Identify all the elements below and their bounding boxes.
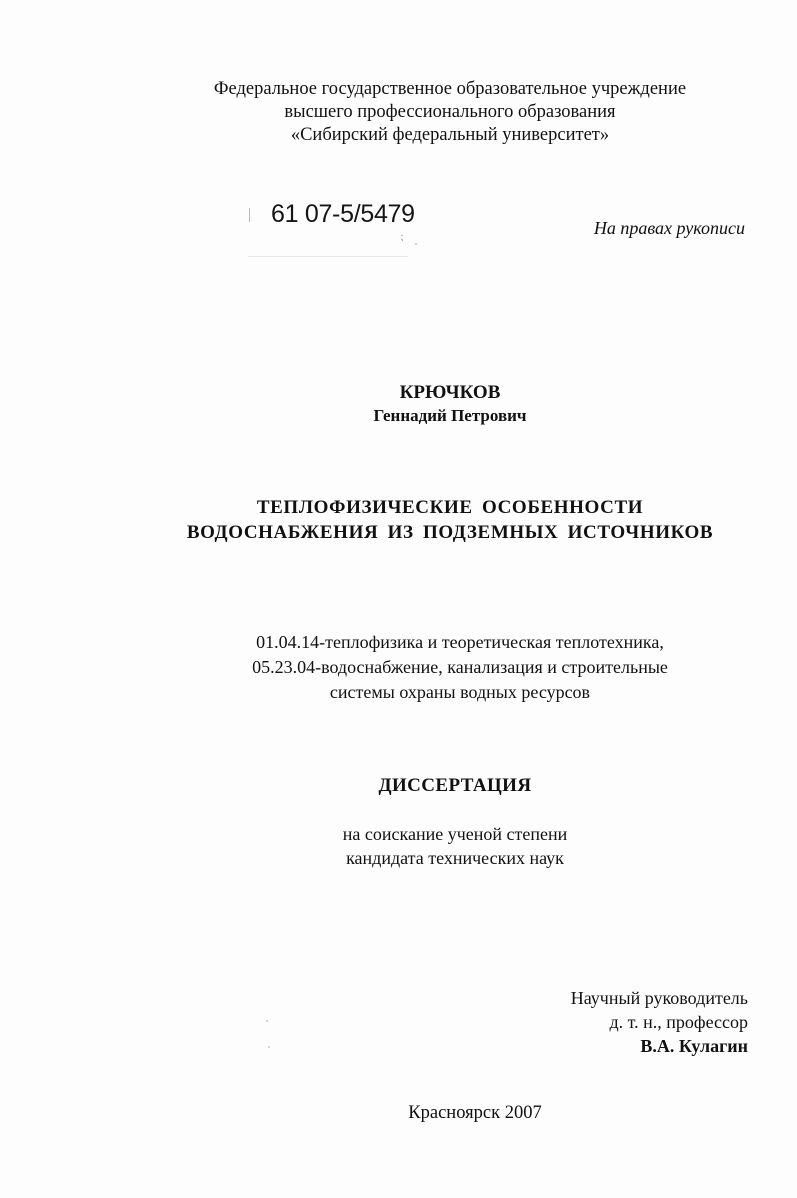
thesis-title <box>100 495 797 545</box>
degree-line-1: на соискание ученой степени <box>342 824 568 844</box>
degree-info <box>150 822 760 870</box>
scan-speck <box>268 1046 270 1048</box>
document-type: ДИССЕРТАЦИЯ <box>378 775 532 796</box>
supervisor-block <box>571 986 748 1058</box>
title-line-1: ТЕПЛОФИЗИЧЕСКИЕ ОСОБЕННОСТИ <box>256 497 644 518</box>
supervisor-name: В.А. Кулагин <box>640 1036 748 1056</box>
specialty-line-2: 05.23.04-водоснабжение, канализация и строительные <box>252 657 668 677</box>
author-name: Геннадий Петрович <box>373 406 527 425</box>
library-code: 61 07-5/5479 <box>271 200 415 228</box>
supervisor-role: Научный руководитель <box>570 988 748 1008</box>
specialty-line-1: 01.04.14-теплофизика и теоретическая теплотехника, <box>256 632 664 652</box>
institution-line-3: «Сибирский федеральный университет» <box>290 125 610 145</box>
rights-note: На правах рукописи <box>593 218 745 238</box>
scan-speck <box>415 243 417 245</box>
stamp-mark <box>249 208 250 222</box>
supervisor-rank: д. т. н., профессор <box>609 1012 748 1032</box>
institution-header <box>150 78 750 147</box>
institution-line-2: высшего профессионального образования <box>284 102 616 122</box>
scan-speck <box>266 1020 268 1022</box>
degree-line-2: кандидата технических наук <box>346 848 564 868</box>
specialty-codes <box>130 630 790 705</box>
city-year: Красноярск 2007 <box>408 1103 542 1123</box>
stamp-scribble-mark: ⁏ <box>400 232 404 243</box>
author-surname: КРЮЧКОВ <box>399 382 501 403</box>
institution-line-1: Федеральное государственное образовательное учреждение <box>213 79 687 99</box>
faint-rule <box>248 256 408 257</box>
title-line-2: ВОДОСНАБЖЕНИЯ ИЗ ПОДЗЕМНЫХ ИСТОЧНИКОВ <box>186 522 714 543</box>
specialty-line-3: системы охраны водных ресурсов <box>329 682 591 702</box>
